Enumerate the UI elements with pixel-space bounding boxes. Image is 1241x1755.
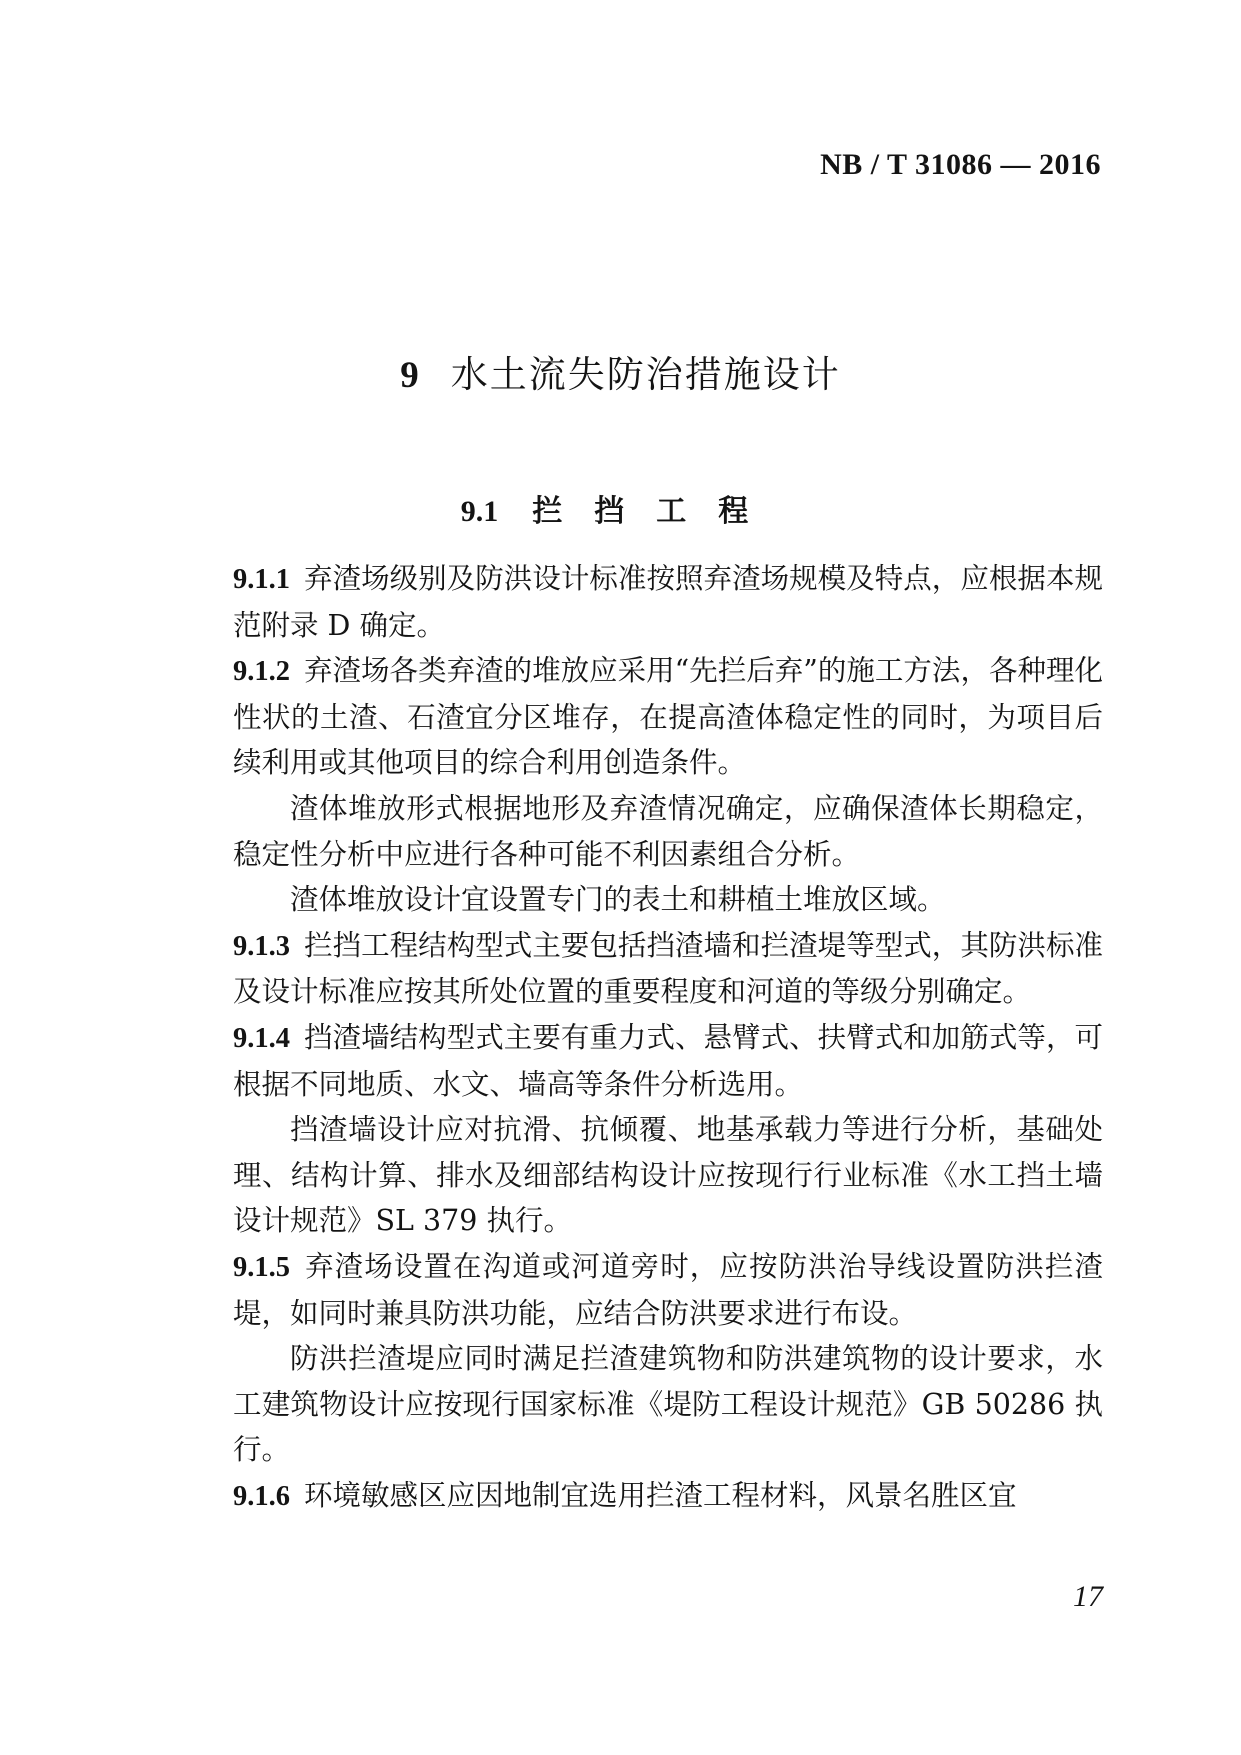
clause-9-1-4: [233, 1015, 1103, 1107]
clause-number: 9.1.6: [233, 1480, 290, 1512]
paragraph: 挡渣墙设计应对抗滑、抗倾覆、地基承载力等进行分析，基础处理、结构计算、排水及细部结构设计应按现行行业标准《水工挡土墙设计规范》SL 379 执行。: [233, 1113, 1103, 1238]
section-title: [0, 486, 1241, 530]
clause-number: 9.1.5: [233, 1251, 290, 1283]
clause-9-1-3: [233, 923, 1103, 1015]
chapter-title-text: 水土流失防治措施设计: [450, 353, 841, 396]
section-title-text: 拦挡工程: [532, 494, 781, 529]
chapter-number: 9: [400, 355, 421, 396]
section-number: 9.1: [460, 495, 499, 528]
paragraph: 渣体堆放形式根据地形及弃渣情况确定，应确保渣体长期稳定，稳定性分析中应进行各种可能不利因素组合分析。: [233, 791, 1103, 871]
clause-number: 9.1.1: [233, 564, 290, 595]
clause-number: 9.1.2: [233, 656, 290, 688]
paragraph: 渣体堆放设计宜设置专门的表土和耕植土堆放区域。: [290, 883, 946, 917]
clause-9-1-2: [233, 648, 1103, 786]
page-number: 17: [1073, 1580, 1103, 1613]
paragraph: 防洪拦渣堤应同时满足拦渣建筑物和防洪建筑物的设计要求，水工建筑物设计应按现行国家标准《堤防工程设计规范》GB 50286 执行。: [233, 1342, 1103, 1467]
clause-text: 拦挡工程结构型式主要包括挡渣墙和拦渣堤等型式，其防洪标准及设计标准应按其所处位置的重要程度和河道的等级分别确定。: [233, 928, 1103, 1009]
clause-9-1-1: [233, 556, 1103, 648]
body-text: [233, 556, 1103, 1519]
clause-text: 环境敏感区应因地制宜选用拦渣工程材料，风景名胜区宜: [304, 1478, 1017, 1512]
clause-text: 弃渣场级别及防洪设计标准按照弃渣场规模及特点，应根据本规范附录 D 确定。: [233, 562, 1103, 642]
standard-code: NB / T 31086 — 2016: [820, 148, 1101, 181]
clause-number: 9.1.3: [233, 930, 290, 962]
clause-9-1-6: [233, 1473, 1103, 1520]
clause-text: 弃渣场设置在沟道或河道旁时，应按防洪治导线设置防洪拦渣堤，如同时兼具防洪功能，应结合防洪要求进行布设。: [233, 1249, 1103, 1330]
clause-number: 9.1.4: [233, 1022, 290, 1054]
clause-9-1-5: [233, 1244, 1103, 1336]
clause-text: 挡渣墙结构型式主要有重力式、悬臂式、扶臂式和加筋式等，可根据不同地质、水文、墙高等条件分析选用。: [233, 1020, 1103, 1101]
clause-text: 弃渣场各类弃渣的堆放应采用“先拦后弃”的施工方法，各种理化性状的土渣、石渣宜分区堆存，在提高渣体稳定性的同时，为项目后续利用或其他项目的综合利用创造条件。: [233, 654, 1103, 780]
chapter-title: [0, 344, 1241, 398]
